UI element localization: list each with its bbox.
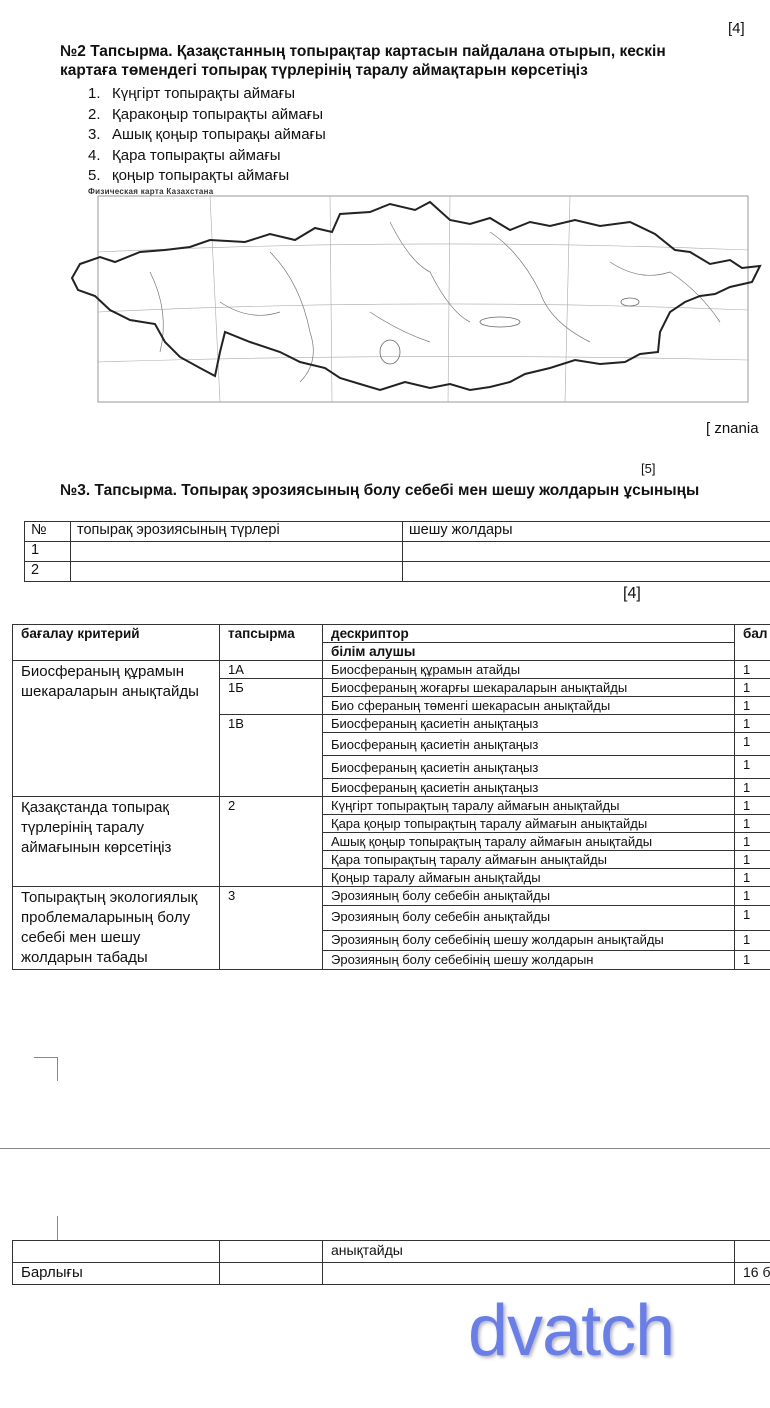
table-row bbox=[13, 797, 770, 815]
descriptor-cell: Биосфераның жоғарғы шекараларын анықтайды bbox=[323, 679, 735, 697]
descriptor-cell: Эрозияның болу себебін анықтайды bbox=[323, 887, 735, 906]
points-cell: 1 bbox=[735, 756, 770, 779]
descriptor-cell: Эрозияның болу себебінің шешу жолдарын анықтайды bbox=[323, 931, 735, 950]
row-num: 2 bbox=[25, 562, 71, 582]
descriptor-cell: Қоңыр таралу аймағын анықтайды bbox=[323, 869, 735, 887]
points-cell: 1 bbox=[735, 950, 770, 969]
map-title: Физическая карта Казахстана bbox=[88, 187, 214, 196]
task2-title bbox=[60, 42, 666, 80]
erosion-type-cell bbox=[71, 562, 403, 582]
erosion-type-cell bbox=[71, 542, 403, 562]
total-label: Барлығы bbox=[13, 1263, 220, 1285]
task2-score: [4] bbox=[728, 20, 745, 37]
page-corner-mark bbox=[57, 1057, 58, 1081]
criterion-cell: Топырақтың экологиялық проблемаларының болу себебі мен шешу жолдарын табады bbox=[13, 887, 220, 970]
task2-title-line1: №2 Тапсырма. Қазақстанның топырақтар картасын пайдалана отырып, кескін bbox=[60, 43, 666, 60]
total-points: 16 б bbox=[735, 1263, 770, 1285]
points-cell: 1 bbox=[735, 779, 770, 797]
points-cell: 1 bbox=[735, 869, 770, 887]
descriptor-cell: Қара қоңыр топырақтың таралу аймағын анықтайды bbox=[323, 815, 735, 833]
points-cell: 1 bbox=[735, 887, 770, 906]
task-cell: 2 bbox=[220, 797, 323, 887]
task3-title: №3. Тапсырма. Топырақ эрозиясының болу себебі мен шешу жолдарын ұсыныңы bbox=[60, 482, 700, 499]
points-cell: 1 bbox=[735, 679, 770, 697]
points-cell: 1 bbox=[735, 715, 770, 733]
criteria-table-continued bbox=[12, 1240, 770, 1285]
task-cell: 1Б bbox=[220, 679, 323, 715]
task-cell: 1А bbox=[220, 661, 323, 679]
col-header-points: бал bbox=[735, 625, 770, 661]
descriptor-cell: Қара топырақтың таралу аймағын анықтайды bbox=[323, 851, 735, 869]
points-cell bbox=[735, 1241, 770, 1263]
points-cell: 1 bbox=[735, 851, 770, 869]
col-header-task: тапсырма bbox=[220, 625, 323, 661]
points-cell: 1 bbox=[735, 833, 770, 851]
table-row bbox=[25, 562, 770, 582]
page-separator bbox=[0, 1148, 770, 1149]
kazakhstan-outline-map-icon bbox=[70, 192, 770, 407]
list-item: 5. қоңыр топырақты аймағы bbox=[88, 167, 290, 184]
descriptor-cell: Биосфераның қасиетін анықтаңыз bbox=[323, 756, 735, 779]
points-cell: 1 bbox=[735, 815, 770, 833]
col-header-criterion: бағалау критерий bbox=[13, 625, 220, 661]
task-cell: 1В bbox=[220, 715, 323, 797]
table-row bbox=[13, 625, 770, 643]
row-num: 1 bbox=[25, 542, 71, 562]
table-row bbox=[13, 1263, 770, 1285]
col-header-solution: шешу жолдары bbox=[403, 522, 770, 542]
list-item: 4. Қара топырақты аймағы bbox=[88, 146, 281, 164]
col-header-descriptor-sub: білім алушы bbox=[323, 643, 735, 661]
task-cell bbox=[220, 1241, 323, 1263]
criterion-cell bbox=[13, 1241, 220, 1263]
table-row bbox=[13, 1241, 770, 1263]
points-cell: 1 bbox=[735, 733, 770, 756]
descriptor-cell bbox=[323, 1263, 735, 1285]
list-item: 3. Ашық қоңыр топырақы аймағы bbox=[88, 126, 326, 143]
points-cell: 1 bbox=[735, 697, 770, 715]
source-note: [ znania bbox=[706, 420, 759, 437]
criteria-table bbox=[12, 624, 770, 970]
points-cell: 1 bbox=[735, 931, 770, 950]
task-cell bbox=[220, 1263, 323, 1285]
criterion-cell: Қазақстанда топырақ түрлерінің таралу аймағынын көрсетіңіз bbox=[13, 797, 220, 887]
descriptor-cell: Ашық қоңыр топырақтың таралу аймағын анықтайды bbox=[323, 833, 735, 851]
descriptor-cell: Био сфераның төменгі шекарасын анықтайды bbox=[323, 697, 735, 715]
descriptor-cell: Эрозияның болу себебін анықтайды bbox=[323, 906, 735, 931]
table-row bbox=[25, 522, 770, 542]
list-item: 2. Қаракоңыр топырақты аймағы bbox=[88, 105, 324, 123]
task2-title-line2: картаға төмендегі топырақ түрлерінің таралу аймақтарын көрсетіңіз bbox=[60, 62, 588, 79]
soil-type-list bbox=[88, 84, 326, 187]
descriptor-cell: Биосфераның құрамын атайды bbox=[323, 661, 735, 679]
table-row bbox=[13, 887, 770, 906]
table-row bbox=[13, 661, 770, 679]
descriptor-cell: анықтайды bbox=[323, 1241, 735, 1263]
descriptor-cell: Эрозияның болу себебінің шешу жолдарын bbox=[323, 950, 735, 969]
watermark: dvatch bbox=[468, 1291, 675, 1371]
task-cell: 3 bbox=[220, 887, 323, 970]
table-row bbox=[25, 542, 770, 562]
list-item: 1. Күңгірт топырақты аймағы bbox=[88, 85, 296, 102]
descriptor-cell: Биосфераның қасиетін анықтаңыз bbox=[323, 779, 735, 797]
col-header-erosion-type: топырақ эрозиясының түрлері bbox=[71, 522, 403, 542]
descriptor-cell: Биосфераның қасиетін анықтаңыз bbox=[323, 715, 735, 733]
erosion-table bbox=[24, 521, 770, 582]
points-cell: 1 bbox=[735, 797, 770, 815]
points-cell: 1 bbox=[735, 906, 770, 931]
page-corner-mark bbox=[57, 1216, 58, 1240]
solution-cell bbox=[403, 542, 770, 562]
col-header-descriptor: дескриптор bbox=[323, 625, 735, 643]
descriptor-cell: Күңгірт топырақтың таралу аймағын анықтайды bbox=[323, 797, 735, 815]
descriptor-cell: Биосфераның қасиетін анықтаңыз bbox=[323, 733, 735, 756]
page-corner-mark bbox=[34, 1057, 58, 1058]
task3-after-score: [4] bbox=[623, 585, 641, 602]
task3-score: [5] bbox=[641, 461, 656, 476]
criterion-cell: Биосфераның құрамын шекараларын анықтайды bbox=[13, 661, 220, 797]
solution-cell bbox=[403, 562, 770, 582]
col-header-num: № bbox=[25, 522, 71, 542]
points-cell: 1 bbox=[735, 661, 770, 679]
